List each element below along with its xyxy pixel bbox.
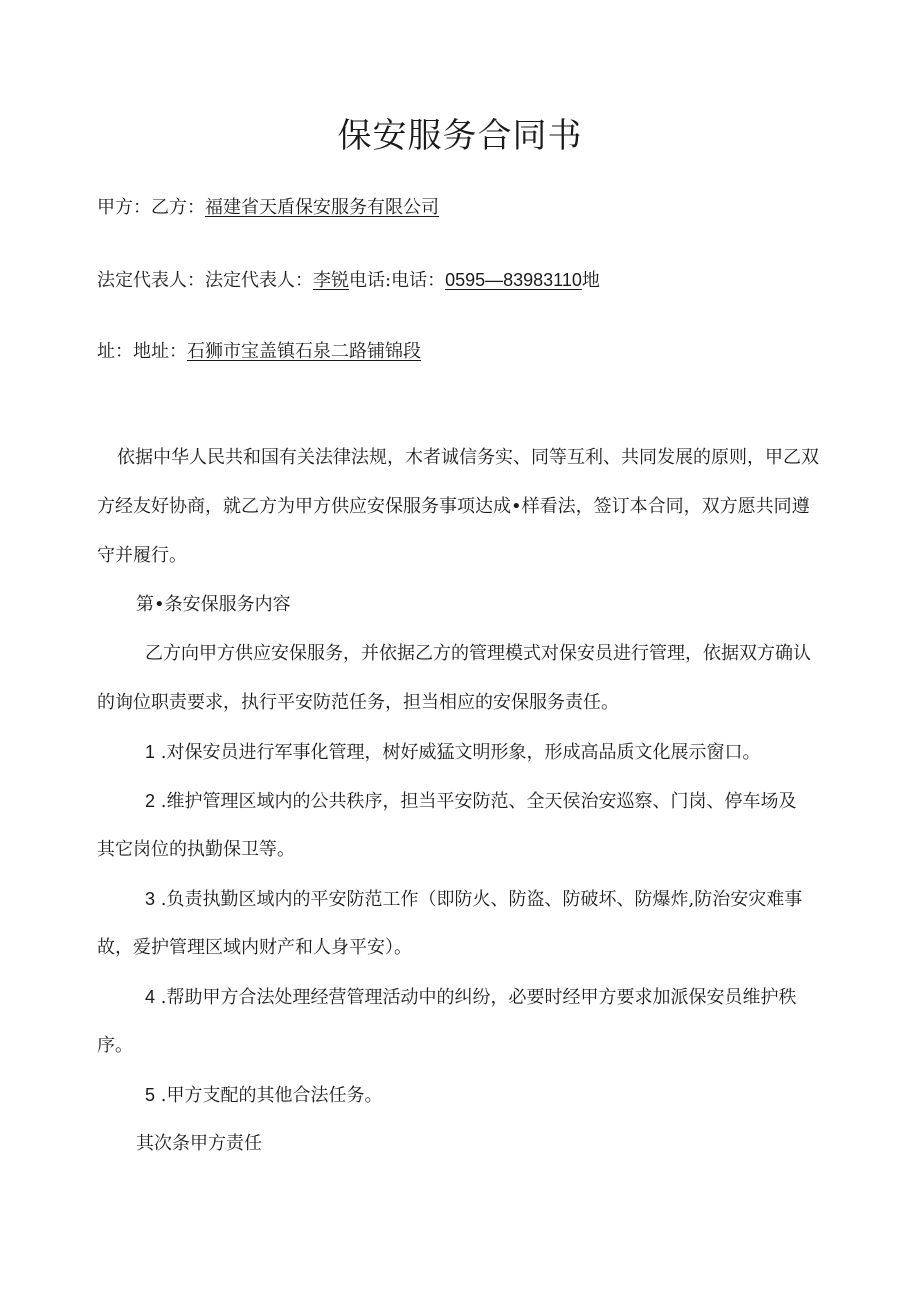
article-1-heading: 第•条安保服务内容	[136, 594, 291, 615]
article-1-intro-line-2: 的询位职责要求，执行平安防范任务，担当相应的安保服务责任。	[97, 692, 619, 713]
item-number: 3	[145, 889, 156, 909]
party-b-phone: 0595—83983110	[445, 270, 582, 290]
party-a-address-label: 址：	[97, 341, 133, 362]
address-prefix: 地	[581, 270, 600, 291]
list-item-continuation: 故，爱护管理区域内财产和人身平安）。	[97, 937, 412, 958]
item-text: .维护管理区域内的公共秩序，担当平安防范、全天侯治安巡察、门岗、停车场及	[160, 791, 797, 812]
list-item	[145, 740, 760, 765]
party-b-address: 石狮市宝盖镇石泉二路铺锦段	[187, 341, 421, 362]
item-text: .负责执勤区域内的平安防范工作（即防火、防盗、防破坏、防爆炸,防治安灾难事	[160, 889, 803, 910]
item-number: 2	[145, 791, 156, 811]
party-b-rep-label: 法定代表人：	[205, 270, 313, 291]
item-number: 1	[145, 742, 156, 762]
item-number: 5	[145, 1085, 156, 1105]
item-text: .对保安员进行军事化管理，树好威猛文明形象，形成高品质文化展示窗口。	[160, 742, 761, 763]
list-item-continuation: 序。	[97, 1035, 133, 1056]
party-a-label: 甲方：	[97, 197, 151, 218]
party-b-rep-name: 李锐	[313, 270, 349, 291]
item-text: .帮助甲方合法处理经营管理活动中的纠纷，必要时经甲方要求加派保安员维护秩	[160, 987, 797, 1008]
list-item-continuation: 其它岗位的执勤保卫等。	[97, 839, 295, 860]
party-line	[97, 196, 439, 220]
party-a-rep-label: 法定代表人：	[97, 270, 205, 291]
item-number: 4	[145, 987, 156, 1007]
item-text: .甲方支配的其他合法任务。	[160, 1085, 383, 1106]
party-b-label: 乙方：	[151, 197, 205, 218]
party-a-phone-label: 电话:	[349, 270, 392, 291]
representative-line	[97, 268, 600, 293]
list-item	[145, 789, 796, 814]
list-item	[145, 1083, 382, 1108]
party-b-name: 福建省天盾保安服务有限公司	[205, 197, 439, 218]
list-item	[145, 985, 796, 1010]
preamble-line-1: 依据中华人民共和国有关法律法规，木者诚信务实、同等互利、共同发展的原则，甲乙双	[117, 447, 819, 468]
party-b-phone-label: 电话：	[391, 270, 446, 291]
party-b-address-label: 地址：	[133, 341, 187, 362]
address-line	[97, 340, 421, 364]
preamble-line-2: 方经友好协商，就乙方为甲方供应安保服务事项达成•样看法，签订本合同，双方愿共同遵	[97, 496, 810, 517]
preamble-line-3: 守并履行。	[97, 545, 187, 566]
list-item	[145, 887, 802, 912]
article-1-intro-line-1: 乙方向甲方供应安保服务，并依据乙方的管理模式对保安员进行管理，依据双方确认	[145, 643, 811, 664]
article-2-heading: 其次条甲方责任	[136, 1133, 262, 1154]
document-title: 保安服务合同书	[337, 116, 583, 156]
